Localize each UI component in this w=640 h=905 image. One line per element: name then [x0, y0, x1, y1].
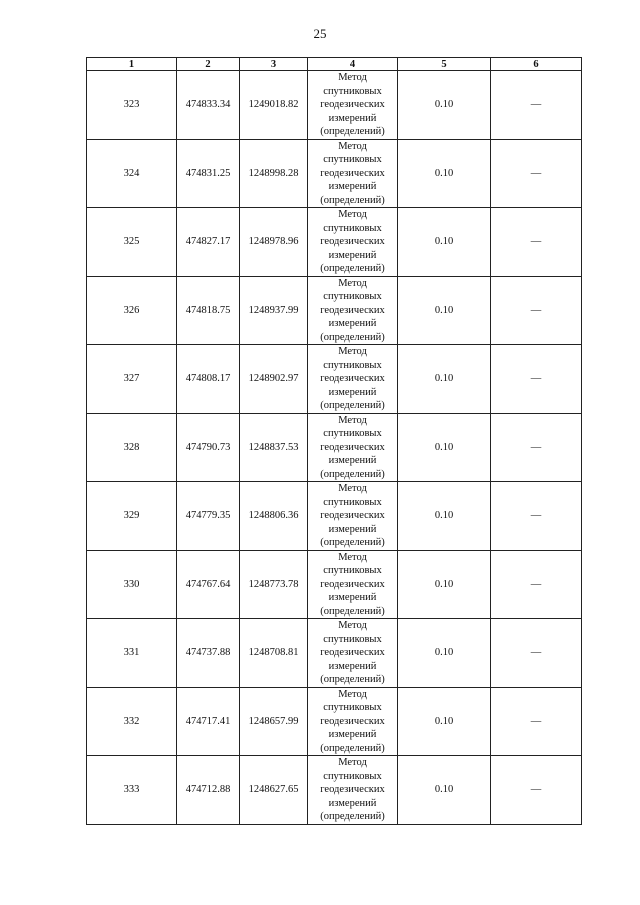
column-header-4: 4	[308, 58, 398, 71]
method-line: спутниковых	[323, 496, 382, 508]
method-line: Метод	[338, 757, 367, 768]
method-line: спутниковых	[323, 702, 382, 713]
method-cell	[308, 550, 398, 619]
method-line: измерений	[328, 729, 377, 740]
method-line: (определений)	[320, 194, 385, 206]
method-line: Метод	[338, 209, 367, 220]
table-header-row	[87, 58, 582, 71]
accuracy-cell: 0.10	[398, 687, 491, 756]
table-row	[87, 345, 582, 414]
point-number-cell: 326	[87, 276, 177, 345]
method-line: Метод	[338, 72, 367, 83]
table-body	[87, 71, 582, 825]
x-coordinate-cell: 474818.75	[177, 276, 240, 345]
method-line: спутниковых	[323, 633, 382, 645]
point-number-cell: 328	[87, 413, 177, 482]
y-coordinate-cell: 1248806.36	[240, 482, 308, 551]
note-cell: —	[491, 71, 582, 140]
method-line: геодезических	[320, 647, 385, 658]
x-coordinate-cell: 474779.35	[177, 482, 240, 551]
note-cell: —	[491, 276, 582, 345]
x-coordinate-cell: 474767.64	[177, 550, 240, 619]
point-number-cell: 330	[87, 550, 177, 619]
method-line: (определений)	[320, 811, 385, 822]
method-line: геодезических	[320, 441, 385, 453]
method-line: (определений)	[320, 742, 385, 754]
accuracy-cell: 0.10	[398, 550, 491, 619]
coordinates-table	[86, 57, 582, 825]
method-line: (определений)	[320, 126, 385, 137]
accuracy-cell: 0.10	[398, 71, 491, 140]
method-line: геодезических	[320, 236, 385, 247]
method-line: (определений)	[320, 468, 385, 480]
method-line: спутниковых	[323, 85, 382, 97]
method-cell	[308, 413, 398, 482]
method-cell	[308, 756, 398, 825]
method-line: Метод	[338, 346, 367, 357]
point-number-cell: 324	[87, 139, 177, 208]
method-cell	[308, 139, 398, 208]
column-header-2: 2	[177, 58, 240, 71]
method-cell	[308, 482, 398, 551]
point-number-cell: 323	[87, 71, 177, 140]
x-coordinate-cell: 474712.88	[177, 756, 240, 825]
accuracy-cell: 0.10	[398, 756, 491, 825]
method-line: (определений)	[320, 605, 385, 617]
method-cell	[308, 345, 398, 414]
y-coordinate-cell: 1248902.97	[240, 345, 308, 414]
method-line: геодезических	[320, 715, 385, 727]
accuracy-cell: 0.10	[398, 482, 491, 551]
y-coordinate-cell: 1248937.99	[240, 276, 308, 345]
method-line: измерений	[328, 112, 377, 124]
method-line: (определений)	[320, 331, 385, 343]
point-number-cell: 327	[87, 345, 177, 414]
note-cell: —	[491, 687, 582, 756]
method-line: Метод	[338, 688, 367, 700]
method-cell	[308, 208, 398, 277]
method-line: измерений	[328, 386, 377, 398]
x-coordinate-cell: 474790.73	[177, 413, 240, 482]
note-cell: —	[491, 619, 582, 688]
point-number-cell: 331	[87, 619, 177, 688]
method-line: (определений)	[320, 263, 385, 274]
method-line: геодезических	[320, 304, 385, 316]
point-number-cell: 329	[87, 482, 177, 551]
note-cell: —	[491, 413, 582, 482]
method-line: измерений	[328, 592, 377, 603]
method-line: измерений	[328, 181, 377, 192]
method-line: Метод	[338, 277, 367, 289]
method-cell	[308, 71, 398, 140]
y-coordinate-cell: 1248978.96	[240, 208, 308, 277]
table-row	[87, 413, 582, 482]
x-coordinate-cell: 474717.41	[177, 687, 240, 756]
x-coordinate-cell: 474833.34	[177, 71, 240, 140]
page-number: 25	[313, 26, 327, 41]
y-coordinate-cell: 1248998.28	[240, 139, 308, 208]
note-cell: —	[491, 482, 582, 551]
accuracy-cell: 0.10	[398, 276, 491, 345]
method-line: измерений	[328, 660, 377, 672]
table-row	[87, 619, 582, 688]
method-line: геодезических	[320, 99, 385, 110]
accuracy-cell: 0.10	[398, 413, 491, 482]
accuracy-cell: 0.10	[398, 208, 491, 277]
table-row	[87, 550, 582, 619]
method-line: спутниковых	[323, 565, 382, 576]
method-line: спутниковых	[323, 154, 382, 165]
y-coordinate-cell: 1248837.53	[240, 413, 308, 482]
x-coordinate-cell: 474827.17	[177, 208, 240, 277]
method-line: измерений	[328, 318, 377, 329]
method-cell	[308, 276, 398, 345]
column-header-3: 3	[240, 58, 308, 71]
x-coordinate-cell: 474831.25	[177, 139, 240, 208]
method-line: спутниковых	[323, 291, 382, 302]
note-cell: —	[491, 756, 582, 825]
method-cell	[308, 619, 398, 688]
table-row	[87, 482, 582, 551]
method-line: геодезических	[320, 373, 385, 384]
accuracy-cell: 0.10	[398, 619, 491, 688]
y-coordinate-cell: 1248773.78	[240, 550, 308, 619]
method-line: геодезических	[320, 510, 385, 521]
method-line: (определений)	[320, 674, 385, 685]
note-cell: —	[491, 550, 582, 619]
method-line: измерений	[328, 523, 377, 535]
method-line: геодезических	[320, 167, 385, 179]
method-line: (определений)	[320, 537, 385, 548]
method-line: спутниковых	[323, 222, 382, 234]
table-row	[87, 71, 582, 140]
note-cell: —	[491, 208, 582, 277]
y-coordinate-cell: 1249018.82	[240, 71, 308, 140]
method-line: Метод	[338, 551, 367, 563]
point-number-cell: 325	[87, 208, 177, 277]
accuracy-cell: 0.10	[398, 139, 491, 208]
x-coordinate-cell: 474808.17	[177, 345, 240, 414]
table-row	[87, 756, 582, 825]
note-cell: —	[491, 139, 582, 208]
column-header-6: 6	[491, 58, 582, 71]
method-line: Метод	[338, 483, 367, 494]
y-coordinate-cell: 1248708.81	[240, 619, 308, 688]
column-header-1: 1	[87, 58, 177, 71]
note-cell: —	[491, 345, 582, 414]
method-line: измерений	[328, 455, 377, 466]
x-coordinate-cell: 474737.88	[177, 619, 240, 688]
method-cell	[308, 687, 398, 756]
point-number-cell: 332	[87, 687, 177, 756]
method-line: спутниковых	[323, 359, 382, 371]
method-line: Метод	[338, 620, 367, 631]
method-line: измерений	[328, 249, 377, 261]
y-coordinate-cell: 1248657.99	[240, 687, 308, 756]
table-row	[87, 208, 582, 277]
method-line: геодезических	[320, 784, 385, 795]
point-number-cell: 333	[87, 756, 177, 825]
y-coordinate-cell: 1248627.65	[240, 756, 308, 825]
method-line: Метод	[338, 414, 367, 426]
method-line: измерений	[328, 797, 377, 809]
method-line: спутниковых	[323, 770, 382, 782]
method-line: геодезических	[320, 578, 385, 590]
table-row	[87, 687, 582, 756]
method-line: (определений)	[320, 400, 385, 411]
accuracy-cell: 0.10	[398, 345, 491, 414]
method-line: спутниковых	[323, 428, 382, 439]
column-header-5: 5	[398, 58, 491, 71]
method-line: Метод	[338, 140, 367, 152]
table-row	[87, 139, 582, 208]
table-row	[87, 276, 582, 345]
